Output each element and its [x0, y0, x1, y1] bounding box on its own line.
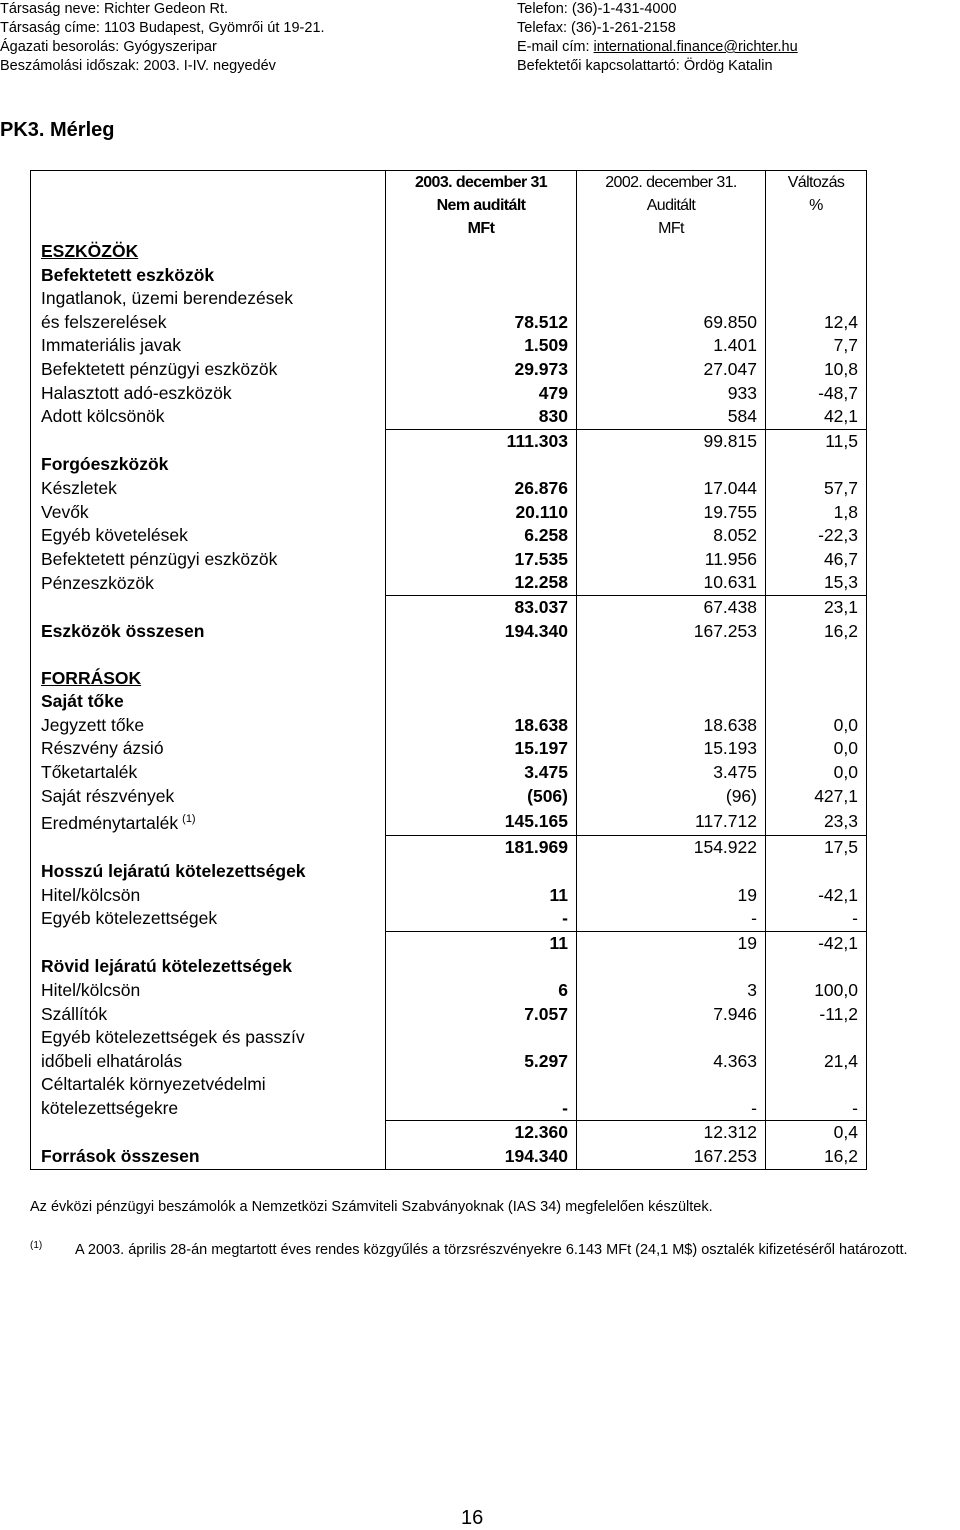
table-row — [31, 477, 867, 501]
row-label — [31, 1145, 386, 1169]
row-label-text: kötelezettségekre — [41, 1098, 179, 1119]
value-change: 16,2 — [766, 1145, 867, 1169]
value-change: 10,8 — [766, 358, 867, 382]
table-row — [31, 836, 867, 860]
row-label — [31, 1097, 386, 1121]
row-label — [31, 884, 386, 908]
email-line — [517, 38, 798, 57]
value-change: 427,1 — [766, 785, 867, 809]
col-header-change: Változás — [766, 171, 867, 195]
row-label-text: Szállítók — [41, 1003, 108, 1024]
value-2002 — [577, 287, 766, 311]
row-label — [31, 595, 386, 619]
table-row — [31, 761, 867, 785]
table-row — [31, 1097, 867, 1121]
value-2003: (506) — [386, 785, 577, 809]
value-change: 100,0 — [766, 979, 867, 1003]
value-2002 — [577, 264, 766, 288]
value-2002: 15.193 — [577, 737, 766, 761]
value-change — [766, 643, 867, 667]
value-2002: 18.638 — [577, 714, 766, 738]
col-header-2002-unit: MFt — [577, 217, 766, 240]
table-row — [31, 1003, 867, 1027]
row-label-text: Egyéb kötelezettségek — [41, 908, 218, 929]
value-2003: 194.340 — [386, 620, 577, 644]
ias-note: Az évközi pénzügyi beszámolók a Nemzetközi Számviteli Szabványoknak (IAS 34) megfelelően készültek. — [30, 1199, 713, 1215]
value-2003 — [386, 453, 577, 477]
table-row — [31, 334, 867, 358]
value-2003: 111.303 — [386, 429, 577, 453]
value-2002: 69.850 — [577, 311, 766, 335]
value-2003: 3.475 — [386, 761, 577, 785]
value-change — [766, 690, 867, 714]
value-2002: 11.956 — [577, 548, 766, 572]
value-2002: (96) — [577, 785, 766, 809]
row-label-text: Egyéb kötelezettségek és passzív — [41, 1027, 305, 1048]
table-row — [31, 429, 867, 453]
value-2002: 99.815 — [577, 429, 766, 453]
table-row — [31, 358, 867, 382]
value-2002 — [577, 453, 766, 477]
value-change: 21,4 — [766, 1050, 867, 1074]
row-label-text: Egyéb követelések — [41, 525, 188, 546]
value-2003 — [386, 667, 577, 691]
row-label — [31, 382, 386, 406]
row-label-text: Készletek — [41, 477, 117, 498]
table-row — [31, 240, 867, 264]
row-label — [31, 1026, 386, 1050]
value-2003: - — [386, 1097, 577, 1121]
row-label — [31, 264, 386, 288]
value-change — [766, 240, 867, 264]
footnote-text: A 2003. április 28-án megtartott éves rendes közgyűlés a törzsrészvényekre 6.143 MFt (24,1 M$) osztalék kifizetéséről határozott. — [75, 1242, 908, 1258]
table-row — [31, 287, 867, 311]
value-change: 57,7 — [766, 477, 867, 501]
value-change — [766, 860, 867, 884]
value-2003: 6.258 — [386, 524, 577, 548]
value-2002 — [577, 955, 766, 979]
value-2003 — [386, 690, 577, 714]
row-label — [31, 714, 386, 738]
row-label-text: Pénzeszközök — [41, 572, 154, 593]
table-row — [31, 264, 867, 288]
row-label-text: Forgóeszközök — [41, 454, 169, 475]
value-2002: 67.438 — [577, 595, 766, 619]
row-label-text: és felszerelések — [41, 311, 167, 332]
value-change: 11,5 — [766, 429, 867, 453]
row-label — [31, 907, 386, 931]
value-2002: 3.475 — [577, 761, 766, 785]
table-row — [31, 1050, 867, 1074]
value-2002: 19 — [577, 884, 766, 908]
value-2002: 4.363 — [577, 1050, 766, 1074]
value-2002: - — [577, 1097, 766, 1121]
row-label — [31, 808, 386, 836]
investor-contact: Befektetői kapcsolattartó: Ördög Katalin — [517, 58, 773, 74]
row-label-text: Részvény ázsió — [41, 738, 164, 759]
value-2003 — [386, 860, 577, 884]
value-change: 12,4 — [766, 311, 867, 335]
row-label-text: Eredménytartalék — [41, 813, 179, 834]
value-2003 — [386, 1026, 577, 1050]
value-2002: 933 — [577, 382, 766, 406]
row-label — [31, 1121, 386, 1145]
phone: Telefon: (36)-1-431-4000 — [517, 1, 677, 17]
value-change: 46,7 — [766, 548, 867, 572]
row-label-text: ESZKÖZÖK — [41, 241, 139, 261]
value-2002: 8.052 — [577, 524, 766, 548]
value-change — [766, 955, 867, 979]
row-label-text: Hosszú lejáratú kötelezettségek — [41, 860, 306, 881]
table-row — [31, 931, 867, 955]
table-row — [31, 808, 867, 836]
value-2002 — [577, 240, 766, 264]
value-change: -11,2 — [766, 1003, 867, 1027]
table-row — [31, 501, 867, 525]
value-change: - — [766, 907, 867, 931]
row-label — [31, 405, 386, 429]
row-label — [31, 761, 386, 785]
row-label — [31, 240, 386, 264]
row-label — [31, 955, 386, 979]
value-2002: 154.922 — [577, 836, 766, 860]
page-number: 16 — [461, 1507, 484, 1529]
row-label — [31, 334, 386, 358]
table-row — [31, 907, 867, 931]
row-label — [31, 311, 386, 335]
value-2003: 12.258 — [386, 571, 577, 595]
row-label — [31, 979, 386, 1003]
row-label — [31, 785, 386, 809]
row-label-text: Saját tőke — [41, 691, 124, 712]
value-2003: 78.512 — [386, 311, 577, 335]
table-row — [31, 571, 867, 595]
value-change: -22,3 — [766, 524, 867, 548]
row-label-text: Ingatlanok, üzemi berendezések — [41, 288, 293, 309]
value-2003: 11 — [386, 884, 577, 908]
value-2002: 584 — [577, 405, 766, 429]
value-change: - — [766, 1097, 867, 1121]
value-2002: 7.946 — [577, 1003, 766, 1027]
value-2003 — [386, 955, 577, 979]
value-2002: 27.047 — [577, 358, 766, 382]
row-label-text: Befektetett pénzügyi eszközök — [41, 358, 278, 379]
table-row — [31, 1026, 867, 1050]
value-2003 — [386, 264, 577, 288]
value-2003: 17.535 — [386, 548, 577, 572]
row-label — [31, 571, 386, 595]
value-2002: 19 — [577, 931, 766, 955]
value-change: 17,5 — [766, 836, 867, 860]
value-change — [766, 287, 867, 311]
row-label-text: Halasztott adó-eszközök — [41, 382, 232, 403]
row-label-text: Rövid lejáratú kötelezettségek — [41, 956, 292, 977]
table-row — [31, 884, 867, 908]
value-2002 — [577, 860, 766, 884]
table-row — [31, 382, 867, 406]
value-2002: 1.401 — [577, 334, 766, 358]
company-address: Társaság címe: 1103 Budapest, Gyömrői út 19-21. — [0, 20, 325, 36]
value-2003: 29.973 — [386, 358, 577, 382]
value-2002: 19.755 — [577, 501, 766, 525]
value-2002 — [577, 643, 766, 667]
table-row — [31, 737, 867, 761]
value-2003 — [386, 287, 577, 311]
col-header-2003-unit: MFt — [386, 217, 577, 240]
row-label — [31, 667, 386, 691]
page-title: PK3. Mérleg — [0, 119, 115, 141]
value-2002: 3 — [577, 979, 766, 1003]
value-change — [766, 1073, 867, 1097]
value-change — [766, 264, 867, 288]
row-label — [31, 1050, 386, 1074]
row-label — [31, 931, 386, 955]
col-header-2003-audit: Nem auditált — [386, 194, 577, 217]
value-change: 0,0 — [766, 761, 867, 785]
row-label — [31, 501, 386, 525]
value-2002: 117.712 — [577, 808, 766, 836]
row-label — [31, 548, 386, 572]
value-change: 7,7 — [766, 334, 867, 358]
row-label — [31, 1073, 386, 1097]
email-link[interactable]: international.finance@richter.hu — [593, 39, 798, 55]
table-row — [31, 785, 867, 809]
table-row — [31, 667, 867, 691]
company-name: Társaság neve: Richter Gedeon Rt. — [0, 1, 229, 17]
value-change — [766, 453, 867, 477]
table-row — [31, 595, 867, 619]
value-2003: 20.110 — [386, 501, 577, 525]
footnote-mark: (1) — [30, 1240, 43, 1251]
value-2003: 7.057 — [386, 1003, 577, 1027]
value-2002: 12.312 — [577, 1121, 766, 1145]
row-label — [31, 524, 386, 548]
row-label — [31, 358, 386, 382]
table-row — [31, 643, 867, 667]
value-change: 0,4 — [766, 1121, 867, 1145]
reporting-period: Beszámolási időszak: 2003. I-IV. negyedév — [0, 58, 276, 74]
table-row — [31, 979, 867, 1003]
col-header-2002-audit: Auditált — [577, 194, 766, 217]
value-change: 42,1 — [766, 405, 867, 429]
row-label-text: Vevők — [41, 501, 89, 522]
footnote-ref: (1) — [182, 813, 196, 826]
value-change: 16,2 — [766, 620, 867, 644]
row-label-text: Eszközök összesen — [41, 620, 205, 641]
row-label — [31, 690, 386, 714]
table-row — [31, 1073, 867, 1097]
table-row — [31, 548, 867, 572]
row-label-text: FORRÁSOK — [41, 667, 142, 688]
value-2003: 26.876 — [386, 477, 577, 501]
value-change: 23,1 — [766, 595, 867, 619]
row-label — [31, 737, 386, 761]
table-row — [31, 311, 867, 335]
value-2003: 6 — [386, 979, 577, 1003]
value-change: -42,1 — [766, 884, 867, 908]
column-header-row — [31, 194, 867, 217]
value-change: 1,8 — [766, 501, 867, 525]
value-change — [766, 667, 867, 691]
balance-sheet-table — [30, 170, 867, 1170]
row-label — [31, 1003, 386, 1027]
table-row — [31, 860, 867, 884]
row-label — [31, 860, 386, 884]
col-header-2002: 2002. december 31. — [577, 171, 766, 195]
value-change: 23,3 — [766, 808, 867, 836]
value-change: 0,0 — [766, 714, 867, 738]
table-row — [31, 620, 867, 644]
value-2002 — [577, 690, 766, 714]
table-row — [31, 955, 867, 979]
row-label — [31, 287, 386, 311]
table-row — [31, 405, 867, 429]
row-label — [31, 643, 386, 667]
row-label-text: Tőketartalék — [41, 762, 138, 783]
col-header-change-unit: % — [766, 194, 867, 217]
row-label-text: Céltartalék környezetvédelmi — [41, 1074, 266, 1095]
row-label-text: időbeli elhatárolás — [41, 1050, 183, 1071]
value-2002: 10.631 — [577, 571, 766, 595]
value-2002: 17.044 — [577, 477, 766, 501]
value-change: 15,3 — [766, 571, 867, 595]
value-2003: 479 — [386, 382, 577, 406]
table-row — [31, 453, 867, 477]
column-header-row — [31, 217, 867, 240]
value-2002: 167.253 — [577, 1145, 766, 1169]
value-2003: 181.969 — [386, 836, 577, 860]
value-2003: 11 — [386, 931, 577, 955]
value-2003: - — [386, 907, 577, 931]
value-2003: 18.638 — [386, 714, 577, 738]
table-row — [31, 714, 867, 738]
row-label-text: Hitel/kölcsön — [41, 884, 141, 905]
col-header-2003: 2003. december 31 — [386, 171, 577, 195]
value-2003: 145.165 — [386, 808, 577, 836]
row-label-text: Jegyzett tőke — [41, 714, 145, 735]
value-change: 0,0 — [766, 737, 867, 761]
value-2003: 12.360 — [386, 1121, 577, 1145]
row-label-text: Befektetett eszközök — [41, 264, 215, 285]
value-2003 — [386, 643, 577, 667]
value-2003: 15.197 — [386, 737, 577, 761]
table-row — [31, 1121, 867, 1145]
value-2003: 194.340 — [386, 1145, 577, 1169]
row-label-text: Adott kölcsönök — [41, 406, 165, 427]
row-label — [31, 477, 386, 501]
value-2003 — [386, 240, 577, 264]
value-2002 — [577, 667, 766, 691]
table-row — [31, 1145, 867, 1169]
row-label — [31, 836, 386, 860]
row-label-text: Immateriális javak — [41, 335, 182, 356]
industry-classification: Ágazati besorolás: Gyógyszeripar — [0, 39, 217, 55]
fax: Telefax: (36)-1-261-2158 — [517, 20, 676, 36]
column-header-row — [31, 171, 867, 195]
value-2002: 167.253 — [577, 620, 766, 644]
value-2003 — [386, 1073, 577, 1097]
row-label-text: Saját részvények — [41, 785, 175, 806]
value-2003: 5.297 — [386, 1050, 577, 1074]
value-2002: - — [577, 907, 766, 931]
value-change: -42,1 — [766, 931, 867, 955]
row-label — [31, 429, 386, 453]
table-row — [31, 524, 867, 548]
row-label-text: Források összesen — [41, 1146, 200, 1167]
row-label — [31, 620, 386, 644]
value-2003: 1.509 — [386, 334, 577, 358]
table-row — [31, 690, 867, 714]
row-label — [31, 453, 386, 477]
value-2003: 83.037 — [386, 595, 577, 619]
value-2002 — [577, 1073, 766, 1097]
email-label: E-mail cím: — [517, 39, 594, 55]
value-change — [766, 1026, 867, 1050]
row-label-text: Befektetett pénzügyi eszközök — [41, 548, 278, 569]
value-2002 — [577, 1026, 766, 1050]
row-label-text: Hitel/kölcsön — [41, 979, 141, 1000]
value-2003: 830 — [386, 405, 577, 429]
value-change: -48,7 — [766, 382, 867, 406]
